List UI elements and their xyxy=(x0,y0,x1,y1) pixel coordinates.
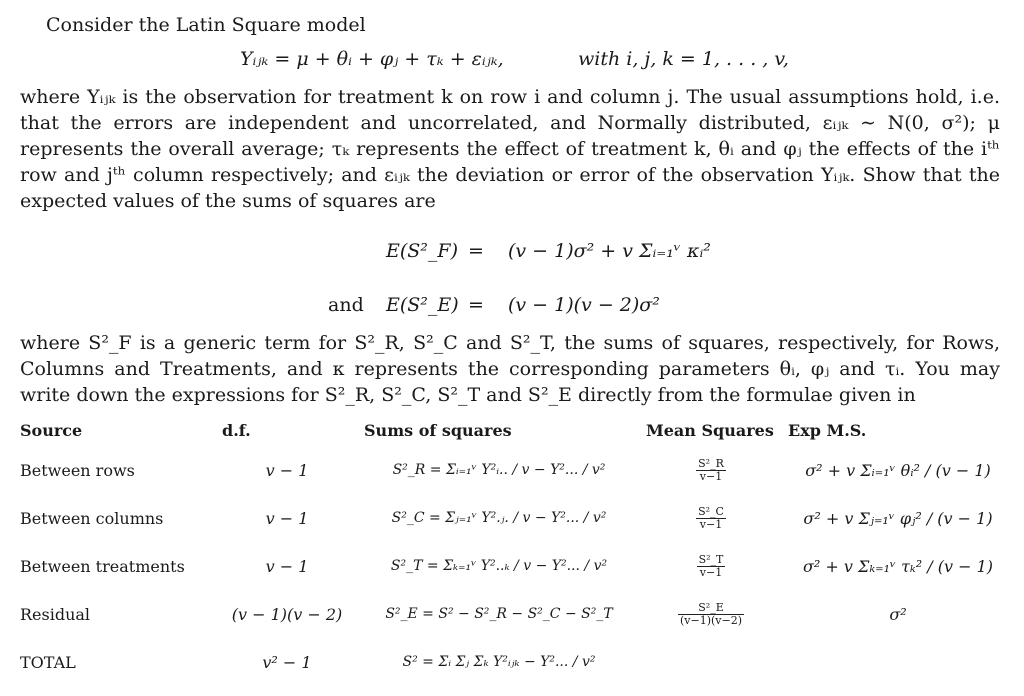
row-ems: σ² xyxy=(889,604,907,624)
ms-fraction xyxy=(696,506,726,531)
row-source: Between treatments xyxy=(20,556,185,576)
row-source: Between rows xyxy=(20,460,135,480)
row-ems: σ² + v Σⱼ₌₁ᵛ φⱼ² / (v − 1) xyxy=(803,508,993,528)
row-source: TOTAL xyxy=(20,652,76,672)
ms-denominator: v−1 xyxy=(699,469,723,483)
ms-denominator: v−1 xyxy=(699,565,723,579)
row-ems xyxy=(782,638,1014,686)
row-df: v − 1 xyxy=(265,556,309,576)
row-ss: S²_R = Σᵢ₌₁ᵛ Y²ᵢ.. / v − Y²... / v² xyxy=(392,462,606,478)
ms-numerator: S²_R xyxy=(698,456,724,470)
expectation-1-lhs: E(S²_F) xyxy=(386,240,459,262)
ms-numerator: S²_C xyxy=(698,504,724,518)
expectation-2-and: and xyxy=(328,294,364,316)
row-df: v − 1 xyxy=(265,508,309,528)
ms-numerator: S²_T xyxy=(698,552,724,566)
ms-fraction xyxy=(697,554,726,579)
ms-denominator: (v−1)(v−2) xyxy=(679,613,743,627)
row-source: Residual xyxy=(20,604,91,624)
expectation-1-rhs: (v − 1)σ² + v Σᵢ₌₁ᵛ κᵢ² xyxy=(508,240,711,262)
table-row xyxy=(14,542,1014,590)
row-df: v² − 1 xyxy=(262,652,312,672)
header-sums-of-squares: Sums of squares xyxy=(364,420,512,440)
row-ems: σ² + v Σᵢ₌₁ᵛ θᵢ² / (v − 1) xyxy=(805,460,991,480)
expectation-2-rhs: (v − 1)(v − 2)σ² xyxy=(508,294,660,316)
table-row xyxy=(14,446,1014,494)
expectation-2-equals: = xyxy=(468,294,484,316)
paragraph-definitions: where S²_F is a generic term for S²_R, S²_C and S²_T, the sums of squares, respectively, for Rows, Columns and Treatments, and κ represents the corresponding parameters θᵢ, φⱼ and τᵢ. You may write down the expressions for S²_R, S²_C, S²_T and S²_E directly from the formulae given in xyxy=(20,332,1000,406)
ms-fraction xyxy=(696,458,726,483)
ms-numerator: S²_E xyxy=(678,602,744,615)
row-ms xyxy=(640,446,782,494)
model-equation: Yᵢⱼₖ = μ + θᵢ + φⱼ + τₖ + εᵢⱼₖ, xyxy=(240,48,504,70)
header-source: Source xyxy=(20,420,83,440)
table-row xyxy=(14,590,1014,638)
row-df: v − 1 xyxy=(265,460,309,480)
expectation-1-equals: = xyxy=(468,240,484,262)
row-ems: σ² + v Σₖ₌₁ᵛ τₖ² / (v − 1) xyxy=(802,556,994,576)
intro-text: Consider the Latin Square model xyxy=(46,14,366,36)
paragraph-assumptions: where Yᵢⱼₖ is the observation for treatment k on row i and column j. The usual assumptions hold, i.e. that the errors are independent and uncorrelated, and Normally distributed, εᵢⱼₖ ∼ N(0, σ²); μ represents the overall average; τₖ represents the effect of treatment k, θᵢ and φⱼ the effects of the iᵗʰ row and jᵗʰ column respectively; and εᵢⱼₖ the deviation or error of the observation Yᵢⱼₖ. Show that the expected values of the sums of squares are xyxy=(20,86,1000,212)
row-ms xyxy=(640,542,782,590)
row-ss: S²_T = Σₖ₌₁ᵛ Y²..ₖ / v − Y²... / v² xyxy=(390,558,608,574)
header-exp-ms: Exp M.S. xyxy=(788,420,867,440)
header-mean-squares: Mean Squares xyxy=(646,420,774,440)
ms-fraction xyxy=(678,602,744,627)
row-ms xyxy=(640,590,782,638)
table-row xyxy=(14,638,1014,686)
row-ms xyxy=(640,638,782,686)
table-row xyxy=(14,494,1014,542)
row-ms xyxy=(640,494,782,542)
model-index-range: with i, j, k = 1, . . . , v, xyxy=(578,48,789,70)
ms-denominator: v−1 xyxy=(699,517,723,531)
header-df: d.f. xyxy=(222,420,251,440)
row-ss: S²_E = S² − S²_R − S²_C − S²_T xyxy=(385,606,613,622)
row-source: Between columns xyxy=(20,508,164,528)
table-header-row xyxy=(14,414,1014,446)
row-ss: S² = Σᵢ Σⱼ Σₖ Y²ᵢⱼₖ − Y²... / v² xyxy=(402,654,596,670)
anova-table xyxy=(14,414,1014,686)
row-df: (v − 1)(v − 2) xyxy=(231,604,343,624)
expectation-2-lhs: E(S²_E) xyxy=(386,294,459,316)
row-ss: S²_C = Σⱼ₌₁ᵛ Y².ⱼ. / v − Y²... / v² xyxy=(391,510,607,526)
